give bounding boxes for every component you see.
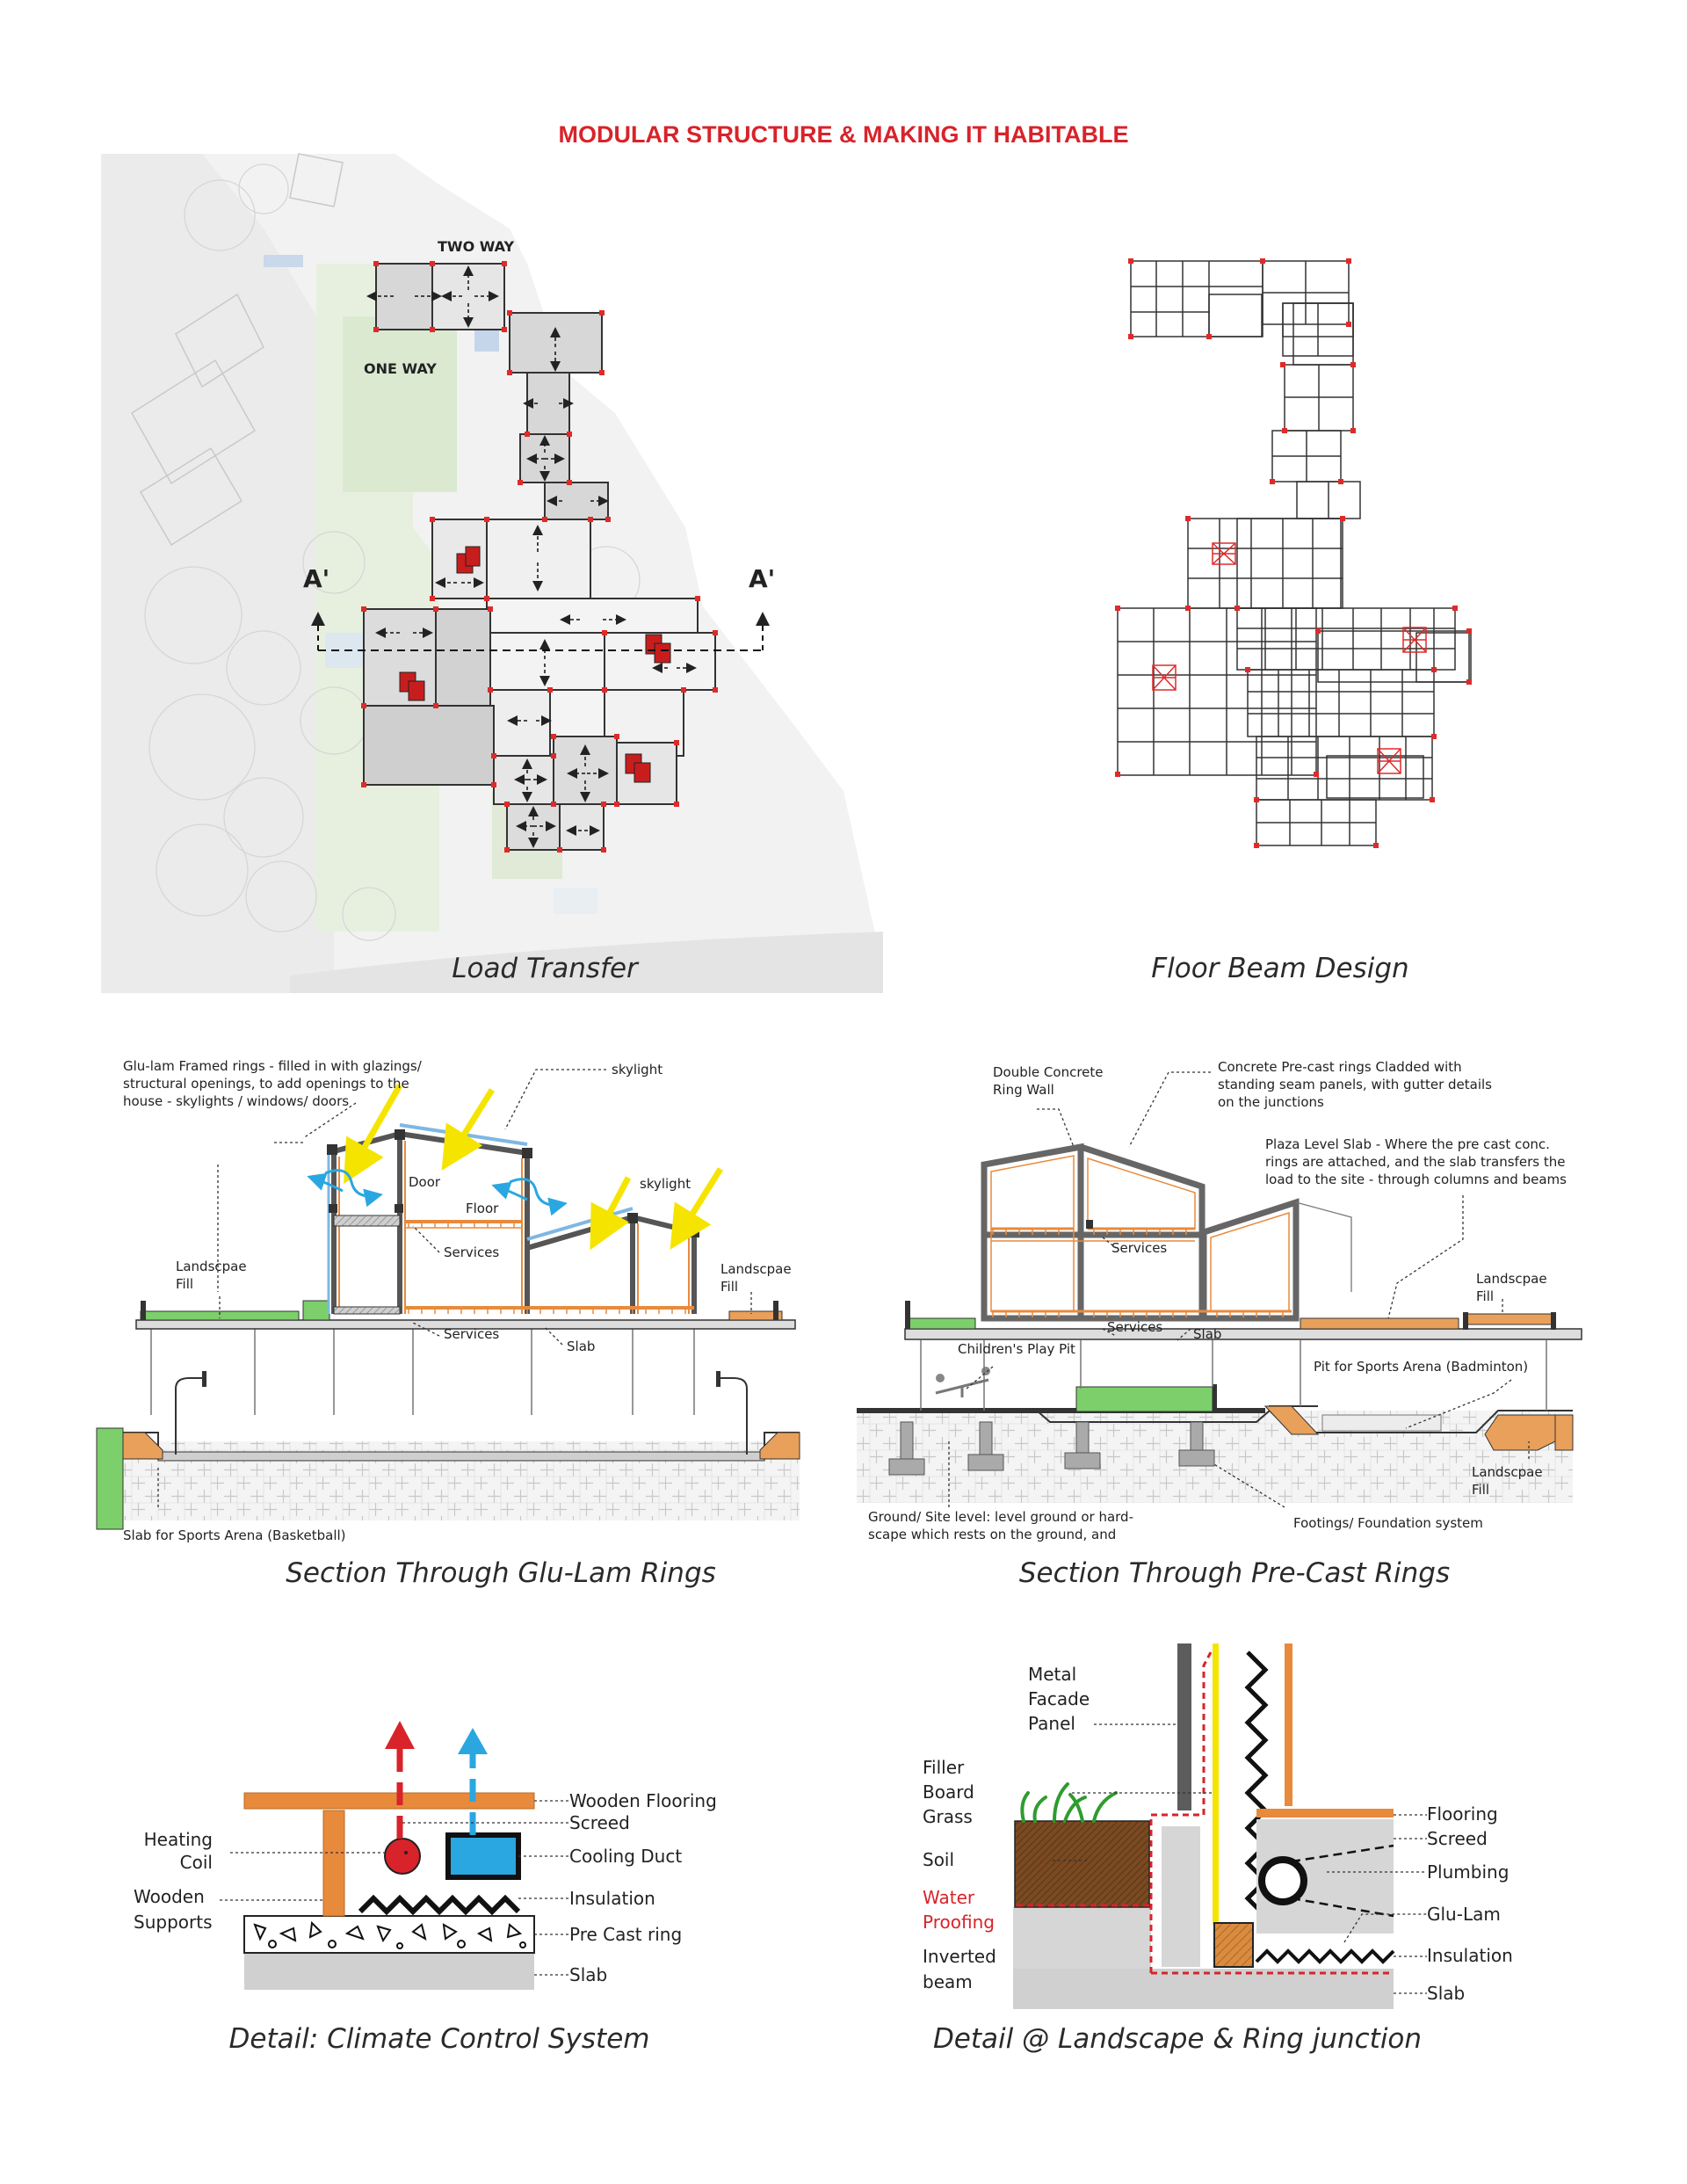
climate-wooden-supports-2: Supports [134, 1912, 213, 1933]
climate-cooling-duct: Cooling Duct [569, 1846, 683, 1867]
junction-filler-2: Board [923, 1781, 974, 1803]
precast-ground-2: scape which rests on the ground, and [868, 1527, 1117, 1542]
junction-grass: Grass [923, 1806, 973, 1827]
junction-water-1: Water [923, 1887, 975, 1908]
junction-flooring: Flooring [1427, 1803, 1498, 1825]
caption-load-transfer: Load Transfer [452, 953, 638, 984]
glulam-sports-slab: Slab for Sports Arena (Basketball) [123, 1527, 346, 1543]
page-title: MODULAR STRUCTURE & MAKING IT HABITABLE [558, 121, 1129, 148]
precast-plaza-2: rings are attached, and the slab transfers the [1265, 1154, 1566, 1170]
glulam-skylight-top: skylight [612, 1062, 663, 1077]
junction-water-2: Proofing [923, 1912, 995, 1933]
precast-note-2: standing seam panels, with gutter details [1218, 1077, 1492, 1092]
one-way-label: ONE WAY [364, 360, 437, 377]
junction-screed: Screed [1427, 1828, 1488, 1849]
glulam-landscape-right-2: Fill [720, 1279, 739, 1295]
glulam-landscape-left-1: Landscpae [176, 1259, 247, 1274]
caption-glulam-section: Section Through Glu-Lam Rings [286, 1557, 716, 1589]
caption-floor-beam: Floor Beam Design [1151, 953, 1409, 984]
precast-note-1: Concrete Pre-cast rings Cladded with [1218, 1059, 1462, 1075]
precast-plaza-3: load to the site - through columns and beams [1265, 1172, 1567, 1187]
precast-landscape-bottom-1: Landscpae [1472, 1464, 1543, 1480]
junction-detail-panel [923, 1643, 1513, 2055]
precast-double-ring-1: Double Concrete [993, 1064, 1104, 1080]
junction-inverted-1: Inverted [923, 1946, 996, 1967]
precast-landscape-top-1: Landscpae [1476, 1271, 1547, 1287]
precast-ground-1: Ground/ Site level: level ground or hard- [868, 1509, 1133, 1525]
climate-heating-coil-1: Heating [143, 1829, 213, 1850]
precast-sports-pit: Pit for Sports Arena (Badminton) [1314, 1359, 1529, 1375]
precast-services-lower: Services [1107, 1319, 1163, 1335]
glulam-note-2: structural openings, to add openings to the [123, 1076, 409, 1092]
glulam-section-panel [97, 1058, 800, 1589]
climate-heating-coil-2: Coil [179, 1852, 213, 1873]
precast-play-pit: Children's Play Pit [958, 1341, 1075, 1357]
glulam-note-3: house - skylights / windows/ doors [123, 1093, 350, 1109]
climate-insulation: Insulation [569, 1888, 655, 1909]
glulam-note-1: Glu-lam Framed rings - filled in with glazings/ [123, 1058, 422, 1074]
glulam-slab: Slab [567, 1339, 596, 1354]
precast-footings: Footings/ Foundation system [1293, 1515, 1483, 1531]
junction-plumbing: Plumbing [1427, 1861, 1510, 1883]
section-mark-left: A' [303, 564, 330, 593]
glulam-services-lower: Services [444, 1326, 500, 1342]
floor-beam-panel [1115, 258, 1472, 984]
junction-slab: Slab [1427, 1983, 1466, 2004]
climate-wooden-supports-1: Wooden [134, 1886, 205, 1907]
junction-metal-2: Facade [1028, 1688, 1090, 1709]
load-transfer-panel [101, 154, 883, 993]
climate-slab: Slab [569, 1964, 608, 1985]
precast-section-panel [857, 1059, 1582, 1589]
glulam-door: Door [409, 1174, 441, 1190]
caption-climate-detail: Detail: Climate Control System [228, 2023, 650, 2055]
precast-services-upper: Services [1111, 1240, 1168, 1256]
glulam-landscape-right-1: Landscpae [720, 1261, 792, 1277]
section-mark-right: A' [749, 564, 776, 593]
precast-note-3: on the junctions [1218, 1094, 1324, 1110]
junction-filler-1: Filler [923, 1757, 965, 1778]
glulam-services-upper: Services [444, 1244, 500, 1260]
glulam-landscape-left-2: Fill [176, 1276, 194, 1292]
caption-precast-section: Section Through Pre-Cast Rings [1018, 1557, 1451, 1589]
beam-grid [1118, 261, 1471, 845]
climate-detail-panel [134, 1721, 717, 2055]
precast-slab: Slab [1193, 1326, 1222, 1342]
junction-metal-1: Metal [1028, 1664, 1077, 1685]
junction-metal-3: Panel [1028, 1713, 1075, 1734]
precast-plaza-1: Plaza Level Slab - Where the pre cast conc. [1265, 1136, 1550, 1152]
climate-screed: Screed [569, 1812, 630, 1833]
precast-landscape-bottom-2: Fill [1472, 1482, 1490, 1498]
glulam-skylight-right: skylight [640, 1176, 691, 1192]
glulam-floor: Floor [466, 1201, 499, 1216]
climate-wooden-flooring: Wooden Flooring [569, 1790, 717, 1811]
precast-double-ring-2: Ring Wall [993, 1082, 1054, 1098]
junction-soil: Soil [923, 1849, 955, 1870]
junction-inverted-2: beam [923, 1971, 973, 1992]
caption-junction-detail: Detail @ Landscape & Ring junction [932, 2023, 1423, 2055]
junction-insulation: Insulation [1427, 1945, 1513, 1966]
precast-landscape-top-2: Fill [1476, 1288, 1495, 1304]
two-way-label: TWO WAY [438, 238, 515, 255]
climate-precast-ring: Pre Cast ring [569, 1924, 683, 1945]
junction-glulam: Glu-Lam [1427, 1904, 1501, 1925]
